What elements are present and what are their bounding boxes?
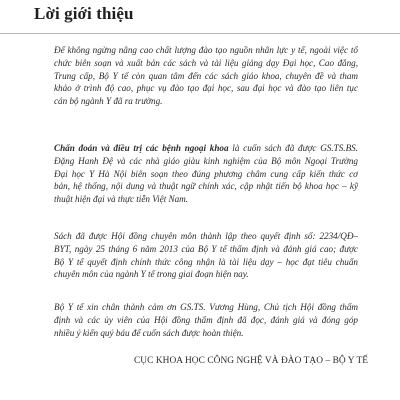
paragraph-line: định và các ủy viên của Hội đồng thẩm định đã đọc, đánh giá và đóng góp (54, 314, 358, 325)
paragraph-line: chuyên môn của ngành Y tế trong giai đoạn hiện nay. (54, 269, 249, 280)
paragraph-line: Đặng Hanh Đệ và các nhà giáo giàu kinh nghiệm của Bộ môn Ngoại Trường (54, 155, 358, 166)
page-title: Lời giới thiệu (34, 4, 134, 23)
signature-line: CỤC KHOA HỌC CÔNG NGHỆ VÀ ĐÀO TẠO – BỘ Y TẾ (134, 356, 369, 366)
paragraph-1 (54, 44, 358, 108)
book-title: Chẩn đoán và điều trị các bệnh ngoại khoa (54, 143, 229, 153)
paragraph-line (54, 142, 358, 155)
paragraph-line: khảo ở trình độ cao, phục vụ đào tạo đại học, sau đại học và đào tạo liên tục (54, 83, 358, 94)
paragraph-line: chức biên soạn và xuất bản các sách và tài liệu giảng dạy Đại học, Cao đẳng, (54, 57, 358, 68)
paragraph-4 (54, 301, 358, 339)
paragraph-line: bản, hệ thống, nội dung và thuật ngữ chính xác, cập nhật tiến bộ khoa học – kỹ (54, 181, 358, 192)
paragraph-3 (54, 230, 358, 281)
paragraph-2 (54, 142, 358, 206)
book-title-continuation: là cuốn sách đã được GS.TS.BS. (228, 143, 358, 153)
paragraph-line: BYT, ngày 25 tháng 6 năm 2013 của Bộ Y tế thẩm định và đánh giá cao; được (54, 243, 358, 254)
paragraph-line: Bộ Y tế xin chân thành cảm ơn GS.TS. Vương Hùng, Chủ tịch Hội đồng thẩm (54, 302, 358, 312)
paragraph-line: Sách đã được Hội đồng chuyên môn thành lập theo quyết định số: 2234/QĐ– (54, 231, 358, 241)
paragraph-line: Đại học Y Hà Nội biên soạn theo đúng phương châm cung cấp kiến thức cơ (54, 168, 358, 179)
title-divider (0, 33, 400, 34)
paragraph-line: Bộ Y tế quyết định chính thức công nhận là tài liệu dạy – học đạt tiêu chuẩn (54, 256, 358, 267)
paragraph-line: nhiều ý kiến quý báu để cuốn sách được hoàn thiện. (54, 327, 244, 338)
paragraph-line: cán bộ ngành Y đã ra trường. (54, 96, 163, 107)
paragraph-line: thuật hiện đại và thực tiễn Việt Nam. (54, 194, 189, 205)
paragraph-line: Để không ngừng nâng cao chất lượng đào tạo nguồn nhân lực y tế, ngoài việc tổ (54, 45, 358, 55)
paragraph-line: Trung cấp, Bộ Y tế còn quan tâm đến các sách giáo khoa, chuyên đề và tham (54, 70, 358, 81)
